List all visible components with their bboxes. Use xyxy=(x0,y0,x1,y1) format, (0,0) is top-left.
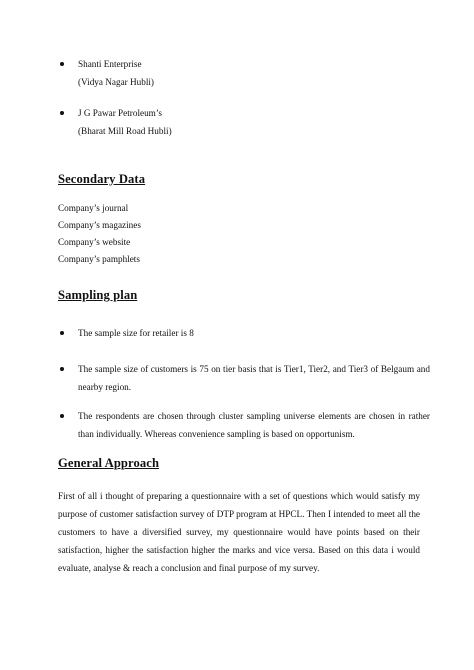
sampling-plan-text: The sample size of customers is 75 on tier basis that is Tier1, Tier2, and Tier3 of Belgaum and nearby region. xyxy=(78,364,430,392)
secondary-data-item: Company’s magazines xyxy=(58,220,141,230)
bullet-icon xyxy=(60,111,64,115)
secondary-data-item: Company’s pamphlets xyxy=(58,254,140,264)
bullet-icon xyxy=(60,331,64,335)
source-location: (Bharat Mill Road Hubli) xyxy=(78,126,172,136)
sampling-plan-item xyxy=(60,360,430,396)
secondary-data-heading: Secondary Data xyxy=(58,172,146,186)
source-item xyxy=(60,55,430,91)
sampling-plan-text: The sample size for retailer is 8 xyxy=(78,328,194,338)
source-name: J G Pawar Petroleum’s xyxy=(78,108,162,118)
general-approach-heading: General Approach xyxy=(58,456,160,470)
bullet-icon xyxy=(60,62,64,66)
sampling-plan-item xyxy=(60,324,430,342)
source-location: (Vidya Nagar Hubli) xyxy=(78,77,154,87)
source-item xyxy=(60,104,430,140)
bullet-icon xyxy=(60,367,64,371)
sampling-plan-heading: Sampling plan xyxy=(58,288,138,302)
secondary-data-item: Company’s journal xyxy=(58,203,129,213)
source-name: Shanti Enterprise xyxy=(78,59,142,69)
sampling-plan-text: The respondents are chosen through cluster sampling universe elements are chosen in rather than individually. Whereas convenience sampling is based on opportunism. xyxy=(78,411,430,439)
sampling-plan-item xyxy=(60,407,430,443)
general-approach-paragraph: First of all i thought of preparing a questionnaire with a set of questions which would satisfy my purpose of customer satisfaction survey of DTP program at HPCL. Then I intended to meet all the customers to have a diversified survey, my questionnaire would have points based on their satisfaction, higher the satisfaction higher the marks and vice versa. Based on this data i would evaluate, analyse & reach a conclusion and final purpose of my survey. xyxy=(58,491,420,573)
secondary-data-item: Company’s website xyxy=(58,237,131,247)
bullet-icon xyxy=(60,414,64,418)
